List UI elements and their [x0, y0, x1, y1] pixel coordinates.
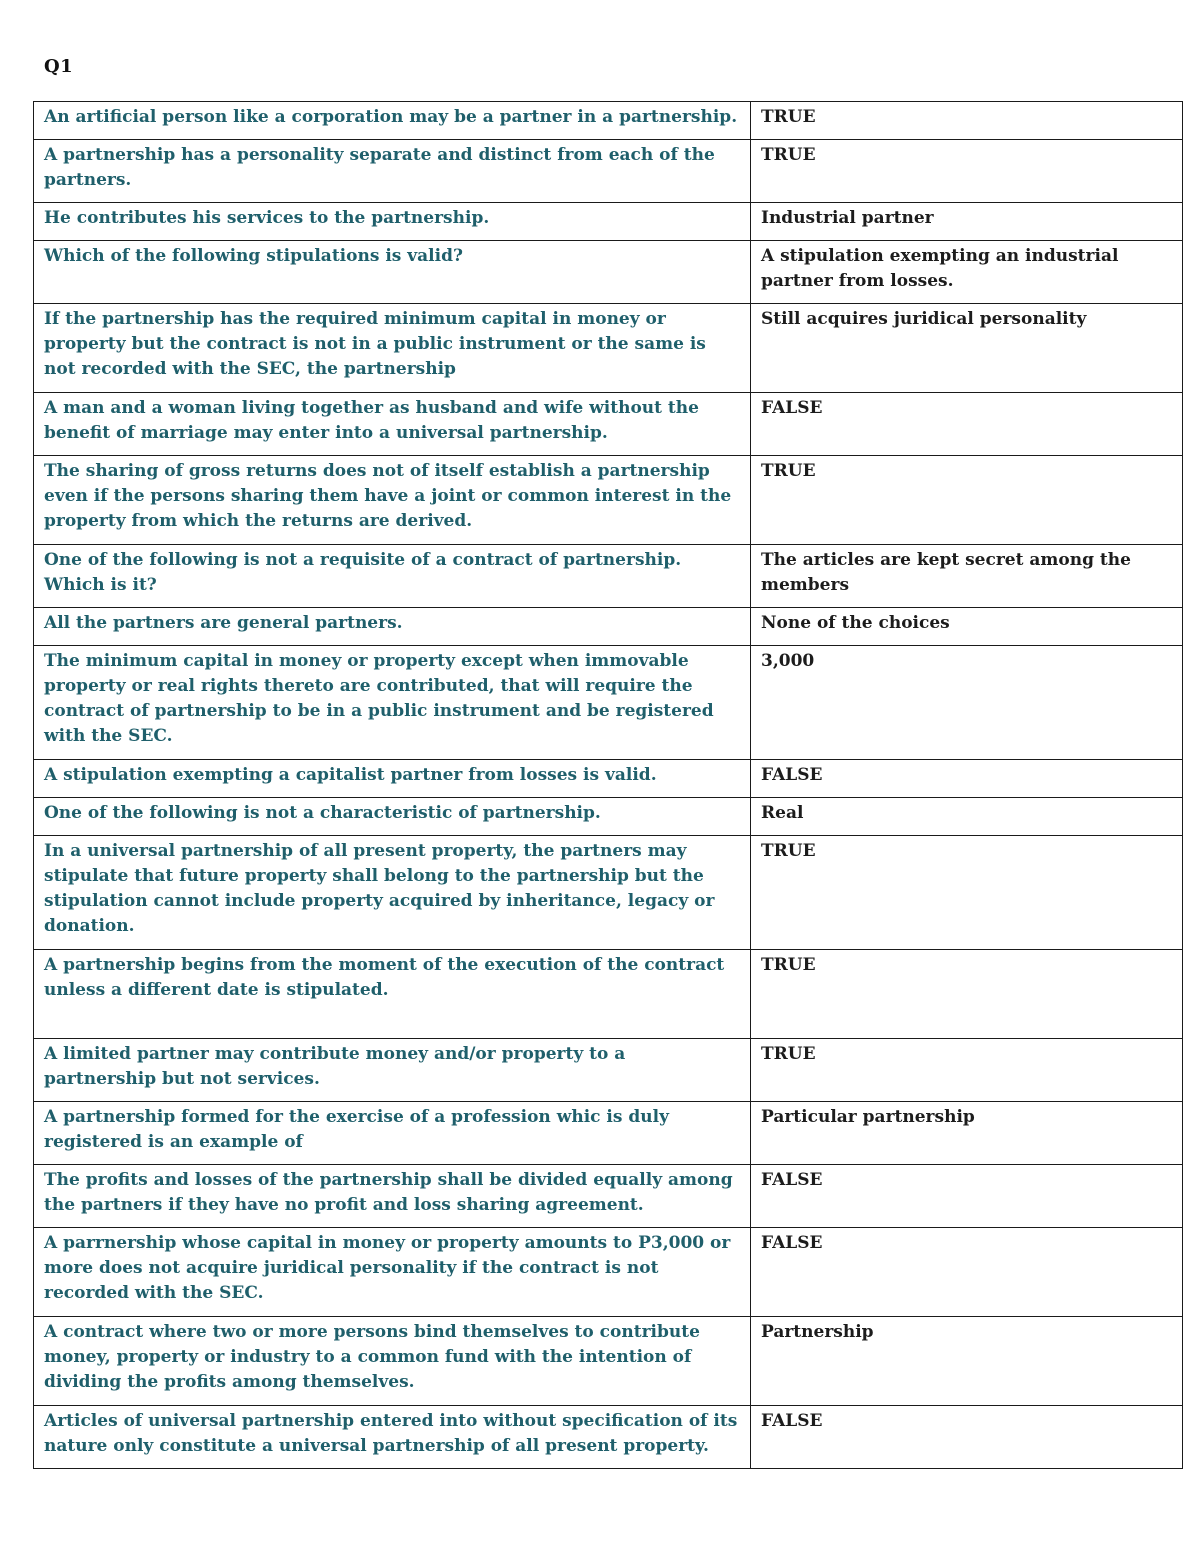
table-row — [34, 646, 1183, 760]
table-row — [34, 203, 1183, 241]
table-row — [34, 798, 1183, 836]
table-row — [34, 545, 1183, 608]
table-row — [34, 836, 1183, 950]
table-row — [34, 456, 1183, 545]
question-cell: A partnership begins from the moment of the execution of the contract unless a different date is stipulated. — [34, 950, 751, 1039]
answer-cell: FALSE — [751, 393, 1183, 456]
table-row — [34, 1406, 1183, 1469]
table-row — [34, 304, 1183, 393]
question-cell: A partnership has a personality separate and distinct from each of the partners. — [34, 140, 751, 203]
answer-cell: Still acquires juridical personality — [751, 304, 1183, 393]
question-answer-table — [33, 101, 1183, 1469]
question-cell: A partnership formed for the exercise of a profession whic is duly registered is an example of — [34, 1102, 751, 1165]
question-cell: Articles of universal partnership entered into without specification of its nature only constitute a universal partnership of all present property. — [34, 1406, 751, 1469]
answer-cell: TRUE — [751, 836, 1183, 950]
question-cell: All the partners are general partners. — [34, 608, 751, 646]
answer-cell: Particular partnership — [751, 1102, 1183, 1165]
answer-cell: FALSE — [751, 1228, 1183, 1317]
table-row — [34, 393, 1183, 456]
question-cell: The profits and losses of the partnership shall be divided equally among the partners if they have no profit and loss sharing agreement. — [34, 1165, 751, 1228]
answer-cell: 3,000 — [751, 646, 1183, 760]
answer-cell: None of the choices — [751, 608, 1183, 646]
answer-cell: FALSE — [751, 760, 1183, 798]
answer-cell: TRUE — [751, 102, 1183, 140]
question-cell: The sharing of gross returns does not of itself establish a partnership even if the persons sharing them have a joint or common interest in the property from which the returns are derived. — [34, 456, 751, 545]
question-cell: The minimum capital in money or property except when immovable property or real rights thereto are contributed, that will require the contract of partnership to be in a public instrument and be registered with the SEC. — [34, 646, 751, 760]
answer-cell: TRUE — [751, 456, 1183, 545]
answer-cell: Industrial partner — [751, 203, 1183, 241]
table-row — [34, 608, 1183, 646]
table-row — [34, 1102, 1183, 1165]
answer-cell: A stipulation exempting an industrial partner from losses. — [751, 241, 1183, 304]
answer-cell: TRUE — [751, 950, 1183, 1039]
question-cell: He contributes his services to the partnership. — [34, 203, 751, 241]
question-cell: A limited partner may contribute money and/or property to a partnership but not services. — [34, 1039, 751, 1102]
question-cell: A man and a woman living together as husband and wife without the benefit of marriage may enter into a universal partnership. — [34, 393, 751, 456]
question-cell: In a universal partnership of all present property, the partners may stipulate that future property shall belong to the partnership but the stipulation cannot include property acquired by inheritance, legacy or donation. — [34, 836, 751, 950]
question-cell: If the partnership has the required minimum capital in money or property but the contract is not in a public instrument or the same is not recorded with the SEC, the partnership — [34, 304, 751, 393]
table-row — [34, 140, 1183, 203]
table-row — [34, 1317, 1183, 1406]
question-cell: A contract where two or more persons bind themselves to contribute money, property or industry to a common fund with the intention of dividing the profits among themselves. — [34, 1317, 751, 1406]
question-cell: A parrnership whose capital in money or property amounts to P3,000 or more does not acquire juridical personality if the contract is not recorded with the SEC. — [34, 1228, 751, 1317]
answer-cell: Real — [751, 798, 1183, 836]
question-cell: One of the following is not a requisite of a contract of partnership. Which is it? — [34, 545, 751, 608]
table-row — [34, 1228, 1183, 1317]
answer-cell: Partnership — [751, 1317, 1183, 1406]
table-row — [34, 760, 1183, 798]
question-cell: An artificial person like a corporation may be a partner in a partnership. — [34, 102, 751, 140]
answer-cell: TRUE — [751, 140, 1183, 203]
question-cell: One of the following is not a characteristic of partnership. — [34, 798, 751, 836]
table-row — [34, 241, 1183, 304]
answer-cell: FALSE — [751, 1165, 1183, 1228]
answer-cell: FALSE — [751, 1406, 1183, 1469]
table-row — [34, 102, 1183, 140]
page-heading: Q1 — [44, 56, 74, 77]
question-cell: Which of the following stipulations is valid? — [34, 241, 751, 304]
table-row — [34, 1039, 1183, 1102]
table-row — [34, 1165, 1183, 1228]
answer-cell: TRUE — [751, 1039, 1183, 1102]
question-cell: A stipulation exempting a capitalist partner from losses is valid. — [34, 760, 751, 798]
answer-cell: The articles are kept secret among the members — [751, 545, 1183, 608]
table-row — [34, 950, 1183, 1039]
